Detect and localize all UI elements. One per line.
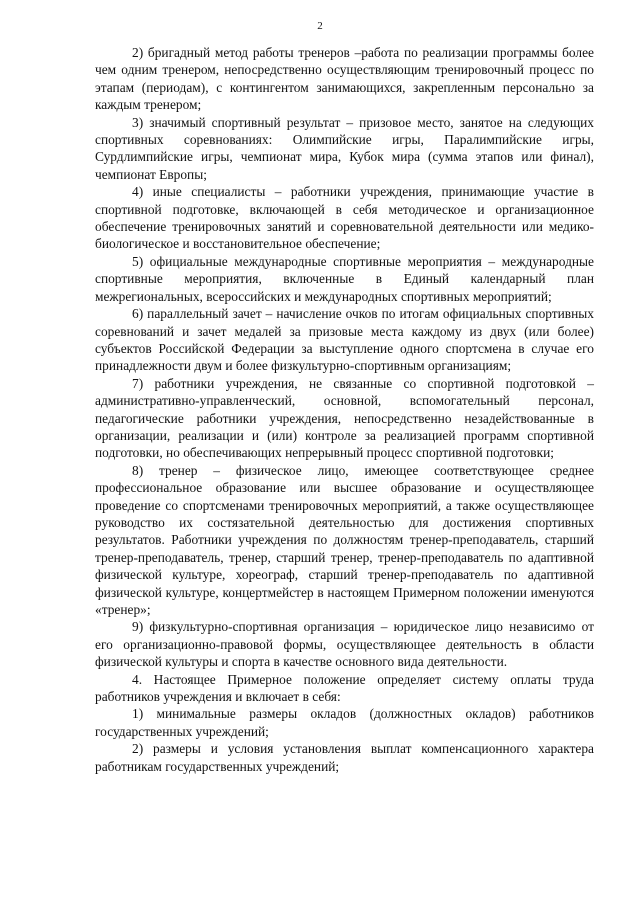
paragraph-minimum-salaries: 1) минимальные размеры окладов (должностных окладов) работников государственных учреждений; xyxy=(95,706,594,739)
paragraph-official-events: 5) официальные международные спортивные мероприятия – международные спортивные мероприятия, включенные в Единый календарный план межрегиональных, всероссийских и международных спортивных мероприятий; xyxy=(95,253,594,304)
paragraph-non-sport-staff: 7) работники учреждения, не связанные со спортивной подготовкой – административно-управленческий, основной, вспомогательный персонал, педагогические работники учреждения, непосредственно незадействованные в организации, реализации и (или) контроле за реализацией программ спортивной подготовки, но обеспечивающих непрерывный процесс спортивной подготовки; xyxy=(95,375,594,461)
paragraph-other-specialists: 4) иные специалисты – работники учреждения, принимающие участие в спортивной подготовке, включающей в себя методическое и организационное обеспечение тренировочных занятий и соревновательной деятельности или медико-биологическое и восстановительное обеспечение; xyxy=(95,184,594,252)
page-number: 2 xyxy=(317,20,323,32)
paragraph-significant-result: 3) значимый спортивный результат – призовое место, занятое на следующих спортивных соревнованиях: Олимпийские игры, Паралимпийские игры, Сурдлимпийские игры, чемпионат мира, Кубок мира (сумма этапов или финал), чемпионат Европы; xyxy=(95,114,594,182)
paragraph-parallel-credit: 6) параллельный зачет – начисление очков по итогам официальных спортивных соревнований и зачет медалей за призовые места каждому из двух (или более) субъектов Российской Федерации за выступление одного спортсмена в случае его принадлежности двум и более физкультурно-спортивным организациям; xyxy=(95,306,594,374)
paragraph-sports-organization: 9) физкультурно-спортивная организация – юридическое лицо независимо от его организационно-правовой формы, осуществляющее деятельность в области физической культуры и спорта в качестве основного вида деятельности. xyxy=(95,619,594,670)
paragraph-coach: 8) тренер – физическое лицо, имеющее соответствующее среднее профессиональное образование или высшее образование и осуществляющее проведение со спортсменами тренировочных мероприятий, а также осуществляющее руководство их состязательной деятельностью для достижения спортивных результатов. Работники учреждения по должностям тренер-преподаватель, старший тренер-преподаватель, тренер, старший тренер, тренер-преподаватель по адаптивной физической культуре, хореограф, старший тренер-преподаватель по адаптивной физической культуре, концертмейстер в настоящем Примерном положении именуются «тренер»; xyxy=(95,462,594,617)
paragraph-compensation-payments: 2) размеры и условия установления выплат компенсационного характера работникам государственных учреждений; xyxy=(95,741,594,774)
paragraph-clause-4: 4. Настоящее Примерное положение определяет систему оплаты труда работников учреждения и включает в себя: xyxy=(95,671,594,705)
paragraph-brigade-method: 2) бригадный метод работы тренеров –работа по реализации программы более чем одним тренером, непосредственно осуществляющим тренировочный процесс по этапам (периодам), с контингентом занимающихся, закрепленным персонально за каждым тренером; xyxy=(95,45,594,113)
document-body xyxy=(95,44,594,775)
